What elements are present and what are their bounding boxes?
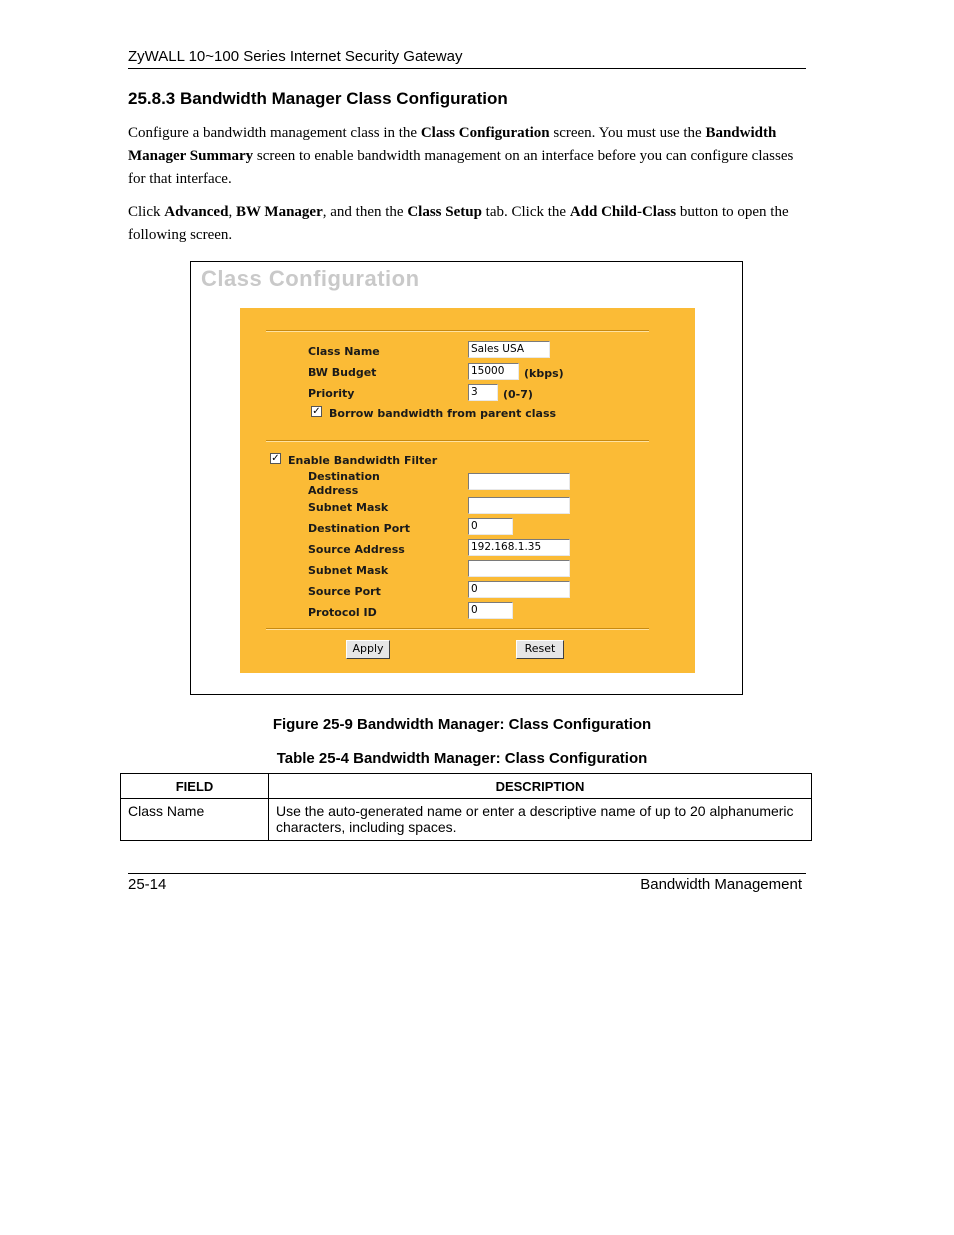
destination-subnet-mask-input[interactable]	[468, 497, 570, 514]
destination-port-label: Destination Port	[308, 522, 410, 535]
figure-caption: Figure 25-9 Bandwidth Manager: Class Configuration	[272, 716, 652, 733]
header-rule	[128, 68, 806, 69]
para1-text-3: screen to enable bandwidth management on an interface before you can configure classes for that interface.	[128, 148, 794, 187]
divider-middle	[266, 440, 649, 442]
apply-button[interactable]: Apply	[346, 640, 390, 659]
screen-title: Class Configuration	[201, 266, 420, 291]
table-header-description: DESCRIPTION	[269, 774, 812, 799]
para1-text-2: screen. You must use the	[549, 125, 706, 141]
table-header-row	[121, 774, 812, 799]
para2-text-3: , and then the	[322, 204, 408, 220]
bw-budget-unit: (kbps)	[524, 367, 564, 380]
divider-top	[266, 330, 649, 332]
source-address-label: Source Address	[308, 543, 405, 556]
table-cell-field: Class Name	[121, 799, 269, 841]
borrow-bandwidth-label: Borrow bandwidth from parent class	[329, 407, 557, 420]
destination-address-label-line2: Address	[308, 484, 359, 497]
table-caption: Table 25-4 Bandwidth Manager: Class Configuration	[276, 750, 648, 767]
chapter-name: Bandwidth Management	[640, 876, 802, 893]
destination-address-input[interactable]	[468, 473, 570, 490]
table-cell-description: Use the auto-generated name or enter a descriptive name of up to 20 alphanumeric characters, including spaces.	[269, 799, 812, 841]
para2-text-4: tab. Click the	[481, 204, 570, 220]
bw-budget-label: BW Budget	[308, 366, 377, 379]
table-row	[121, 799, 812, 841]
para2-bold-3: Class Setup	[407, 204, 482, 220]
class-config-panel	[240, 308, 695, 673]
divider-bottom	[266, 628, 649, 630]
page-number: 25-14	[128, 876, 167, 893]
protocol-id-label: Protocol ID	[308, 606, 377, 619]
source-port-label: Source Port	[308, 585, 381, 598]
para2-bold-4: Add Child-Class	[569, 204, 677, 220]
destination-address-label-line1: Destination	[308, 470, 380, 483]
source-port-input[interactable]: 0	[468, 581, 570, 598]
table-header-field: FIELD	[121, 774, 269, 799]
para2-bold-1: Advanced	[164, 204, 229, 220]
enable-filter-label: Enable Bandwidth Filter	[288, 454, 438, 467]
para2-text-1: Click	[128, 204, 165, 220]
para2-text-2: ,	[228, 204, 236, 220]
para1-bold-1: Class Configuration	[420, 125, 550, 141]
class-name-input[interactable]: Sales USA	[468, 341, 550, 358]
protocol-id-input[interactable]: 0	[468, 602, 513, 619]
reset-button[interactable]: Reset	[516, 640, 564, 659]
instruction-paragraph	[128, 201, 806, 247]
section-title: 25.8.3 Bandwidth Manager Class Configuration	[128, 89, 508, 108]
field-description-table	[120, 773, 812, 841]
para2-bold-2: BW Manager	[235, 204, 323, 220]
para2-text-5: button to open the following screen.	[128, 204, 789, 243]
running-header: ZyWALL 10~100 Series Internet Security Gateway	[128, 48, 463, 65]
destination-port-input[interactable]: 0	[468, 518, 513, 535]
destination-subnet-mask-label: Subnet Mask	[308, 501, 389, 514]
source-subnet-mask-input[interactable]	[468, 560, 570, 577]
para1-text-1: Configure a bandwidth management class in the	[128, 125, 421, 141]
enable-filter-checkbox[interactable]: ✓	[271, 453, 280, 464]
class-name-label: Class Name	[308, 345, 380, 358]
borrow-bandwidth-checkbox[interactable]: ✓	[312, 406, 321, 417]
bw-budget-input[interactable]: 15000	[468, 363, 519, 380]
source-address-input[interactable]: 192.168.1.35	[468, 539, 570, 556]
footer-rule	[128, 873, 806, 874]
priority-label: Priority	[308, 387, 355, 400]
priority-input[interactable]: 3	[468, 384, 498, 401]
intro-paragraph	[128, 122, 806, 191]
source-subnet-mask-label: Subnet Mask	[308, 564, 389, 577]
priority-range: (0-7)	[503, 388, 533, 401]
para1-bold-2: Bandwidth Manager Summary	[128, 125, 777, 164]
